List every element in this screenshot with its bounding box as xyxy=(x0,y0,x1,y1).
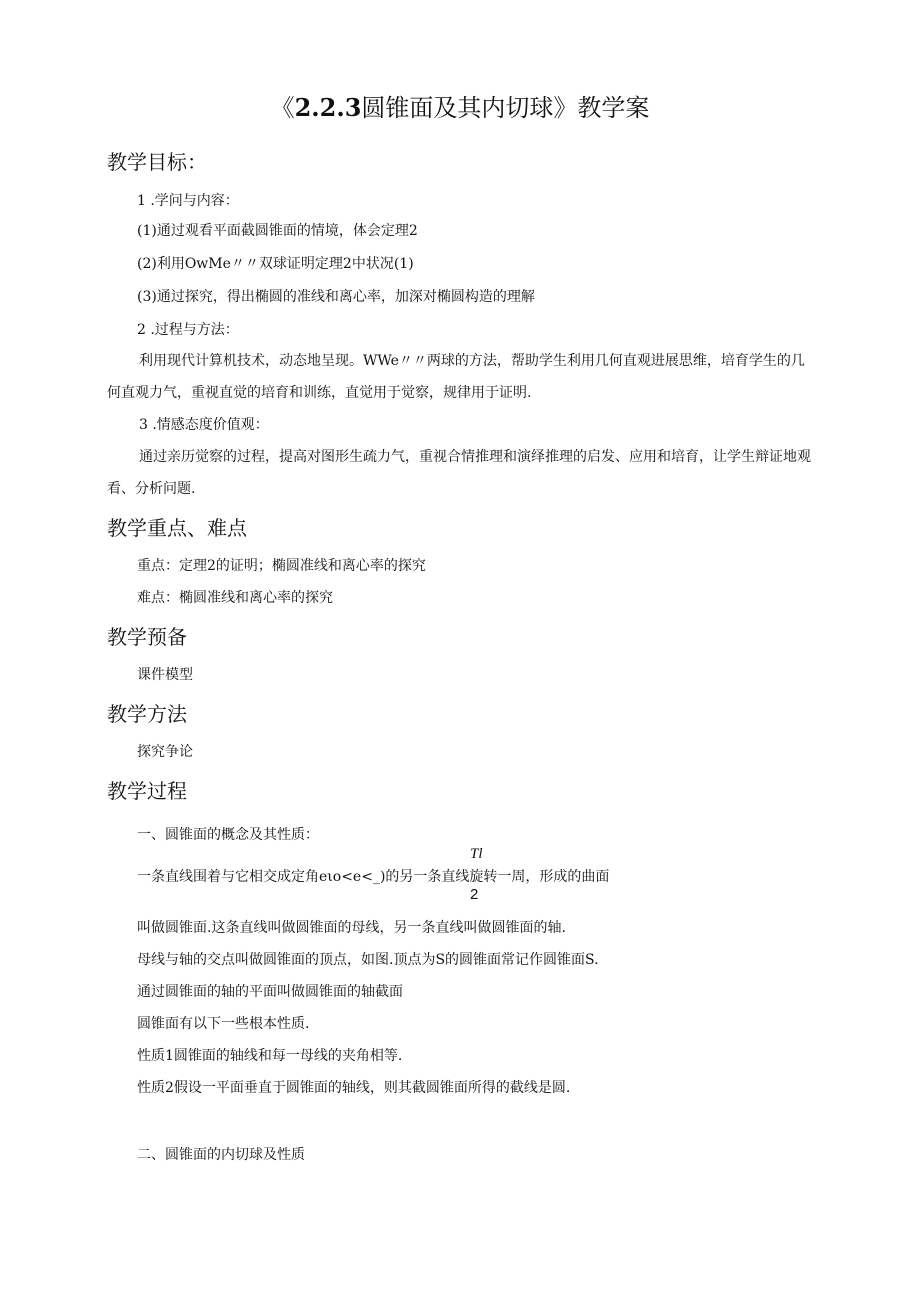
heading-goals: 教学目标： xyxy=(107,150,207,174)
preparation-text: 课件模型 xyxy=(137,667,193,683)
process-line-1: 一条直线围着与它相交成定角eιo<e<_)的另一条直线旋转一周，形成的曲面 xyxy=(137,869,610,885)
goal-item-1: 1 .学问与内容： xyxy=(137,193,239,209)
method-text: 探究争论 xyxy=(137,744,193,760)
key-point-text: 重点：定理2的证明；椭圆准线和离心率的探究 xyxy=(137,558,426,574)
goal-item-3: 3 .情感态度价值观： xyxy=(139,417,269,433)
heading-process: 教学过程 xyxy=(107,779,187,803)
heading-key-points: 教学重点、难点 xyxy=(107,516,247,540)
process-part2-title: 二、圆锥面的内切球及性质 xyxy=(137,1147,305,1163)
goal-item-3-text-line1: 通过亲历觉察的过程，提高对图形生疏力气，重视合情推理和演绎推理的启发、应用和培育，让学生辩证地观 xyxy=(139,449,811,465)
heading-preparation: 教学预备 xyxy=(107,625,187,649)
fraction-numerator: Tl xyxy=(470,846,483,862)
page-title xyxy=(0,88,920,123)
title-text: 圆锥面及其内切球》教学案 xyxy=(361,94,650,122)
goal-item-2-text-line2: 何直观力气，重视直觉的培育和训练，直觉用于觉察，规律用于证明. xyxy=(107,385,532,401)
title-section-number: 2.2.3 xyxy=(294,93,362,122)
goal-item-2: 2 .过程与方法： xyxy=(137,322,239,338)
heading-method: 教学方法 xyxy=(107,702,187,726)
title-open-bracket: 《 xyxy=(270,94,295,122)
difficulty-text: 难点：椭圆准线和离心率的探究 xyxy=(137,590,333,606)
goal-item-1c: (3)通过探究，得出椭圆的准线和离心率，加深对椭圆构造的理解 xyxy=(137,289,535,305)
process-part1-title: 一、圆锥面的概念及其性质： xyxy=(137,827,319,843)
goal-item-2-text-line1: 利用现代计算机技术，动态地呈现。WWe〃〃两球的方法，帮助学生利用几何直观进展思维，培育学生的几 xyxy=(139,353,805,369)
process-line-5: 圆锥面有以下一些根本性质. xyxy=(137,1016,310,1032)
process-line-4: 通过圆锥面的轴的平面叫做圆锥面的轴截面 xyxy=(137,984,403,1000)
goal-item-1a: (1)通过观看平面截圆锥面的情境，体会定理2 xyxy=(137,223,418,239)
fraction-denominator: 2 xyxy=(470,886,479,903)
process-line-2: 叫做圆锥面.这条直线叫做圆锥面的母线，另一条直线叫做圆锥面的轴. xyxy=(137,920,566,936)
process-line-7: 性质2假设一平面垂直于圆锥面的轴线，则其截圆锥面所得的截线是圆. xyxy=(137,1080,571,1096)
process-line-3: 母线与轴的交点叫做圆锥面的顶点，如图.顶点为S的圆锥面常记作圆锥面S. xyxy=(137,952,599,968)
goal-item-3-text-line2: 看、分析问题. xyxy=(107,481,196,497)
process-line-6: 性质1圆锥面的轴线和每一母线的夹角相等. xyxy=(137,1048,403,1064)
goal-item-1b: (2)利用OwMe〃〃双球证明定理2中状况(1) xyxy=(137,256,414,272)
